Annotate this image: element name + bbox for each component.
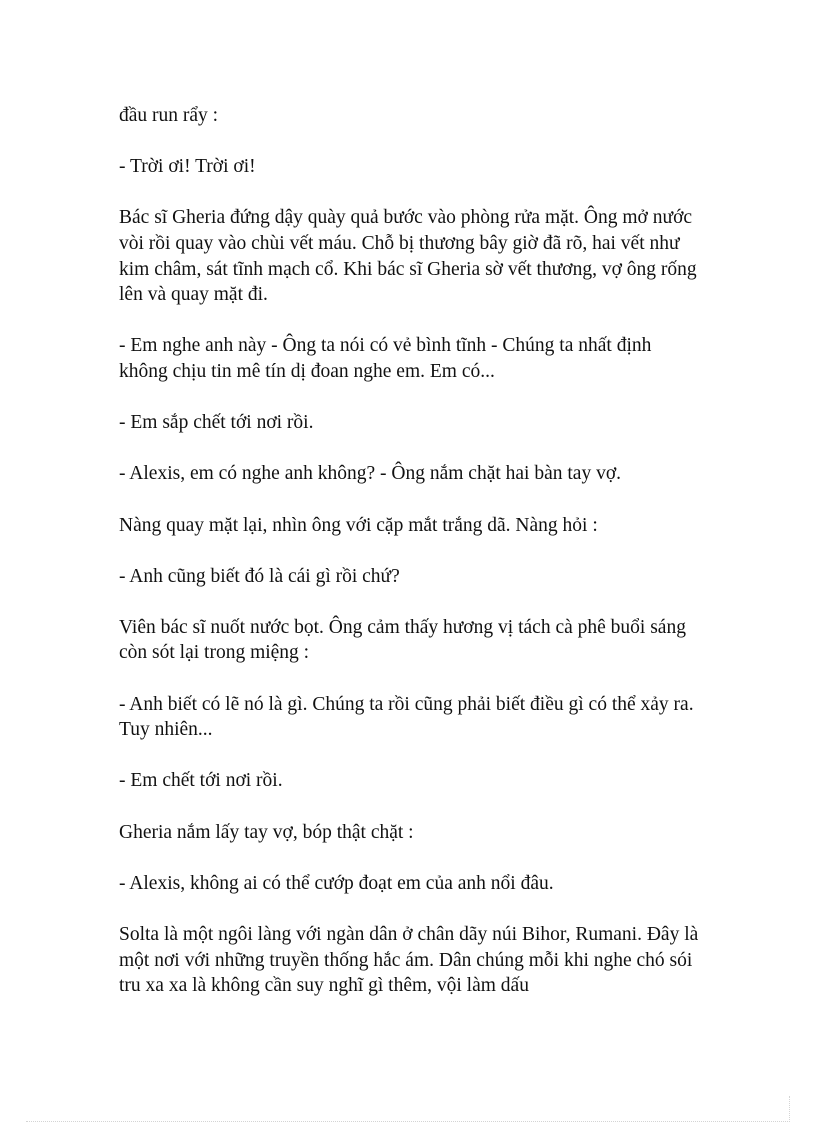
- paragraph: - Anh biết có lẽ nó là gì. Chúng ta rồi cũng phải biết điều gì có thể xảy ra. Tuy nhiên...: [119, 693, 694, 741]
- paragraph: Gheria nắm lấy tay vợ, bóp thật chặt :: [119, 821, 414, 843]
- paragraph: Nàng quay mặt lại, nhìn ông với cặp mắt trắng dã. Nàng hỏi :: [119, 514, 598, 536]
- paragraph: - Em chết tới nơi rồi.: [119, 770, 283, 792]
- paragraph: - Anh cũng biết đó là cái gì rồi chứ?: [119, 565, 400, 587]
- paragraph: - Em nghe anh này - Ông ta nói có vẻ bình tĩnh - Chúng ta nhất định không chịu tin mê tín dị đoan nghe em. Em có...: [119, 335, 652, 382]
- body-text: [119, 103, 699, 1024]
- paragraph: Viên bác sĩ nuốt nước bọt. Ông cảm thấy hương vị tách cà phê buổi sáng còn sót lại trong miệng :: [119, 616, 686, 664]
- paragraph: - Em sắp chết tới nơi rồi.: [119, 412, 314, 434]
- paragraph: - Alexis, em có nghe anh không? - Ông nắm chặt hai bàn tay vợ.: [119, 463, 622, 485]
- paragraph: Solta là một ngôi làng với ngàn dân ở chân dãy núi Bihor, Rumani. Đây là một nơi với những truyền thống hắc ám. Dân chúng mỗi khi nghe chó sói tru xa xa là không cần suy nghĩ gì thêm, vội làm dấu: [119, 924, 699, 997]
- paragraph: Bác sĩ Gheria đứng dậy quày quả bước vào phòng rửa mặt. Ông mở nước vòi rồi quay vào chùi vết máu. Chỗ bị thương bây giờ đã rõ, hai vết như kim châm, sát tĩnh mạch cổ. Khi bác sĩ Gheria sờ vết thương, vợ ông rống lên và quay mặt đi.: [119, 207, 697, 306]
- page-bottom-border: [26, 1121, 790, 1122]
- paragraph: - Trời ơi! Trời ơi!: [119, 156, 256, 178]
- page-corner-border: [789, 1096, 790, 1122]
- paragraph: đầu run rẩy :: [119, 105, 219, 126]
- paragraph: - Alexis, không ai có thể cướp đoạt em của anh nổi đâu.: [119, 872, 554, 894]
